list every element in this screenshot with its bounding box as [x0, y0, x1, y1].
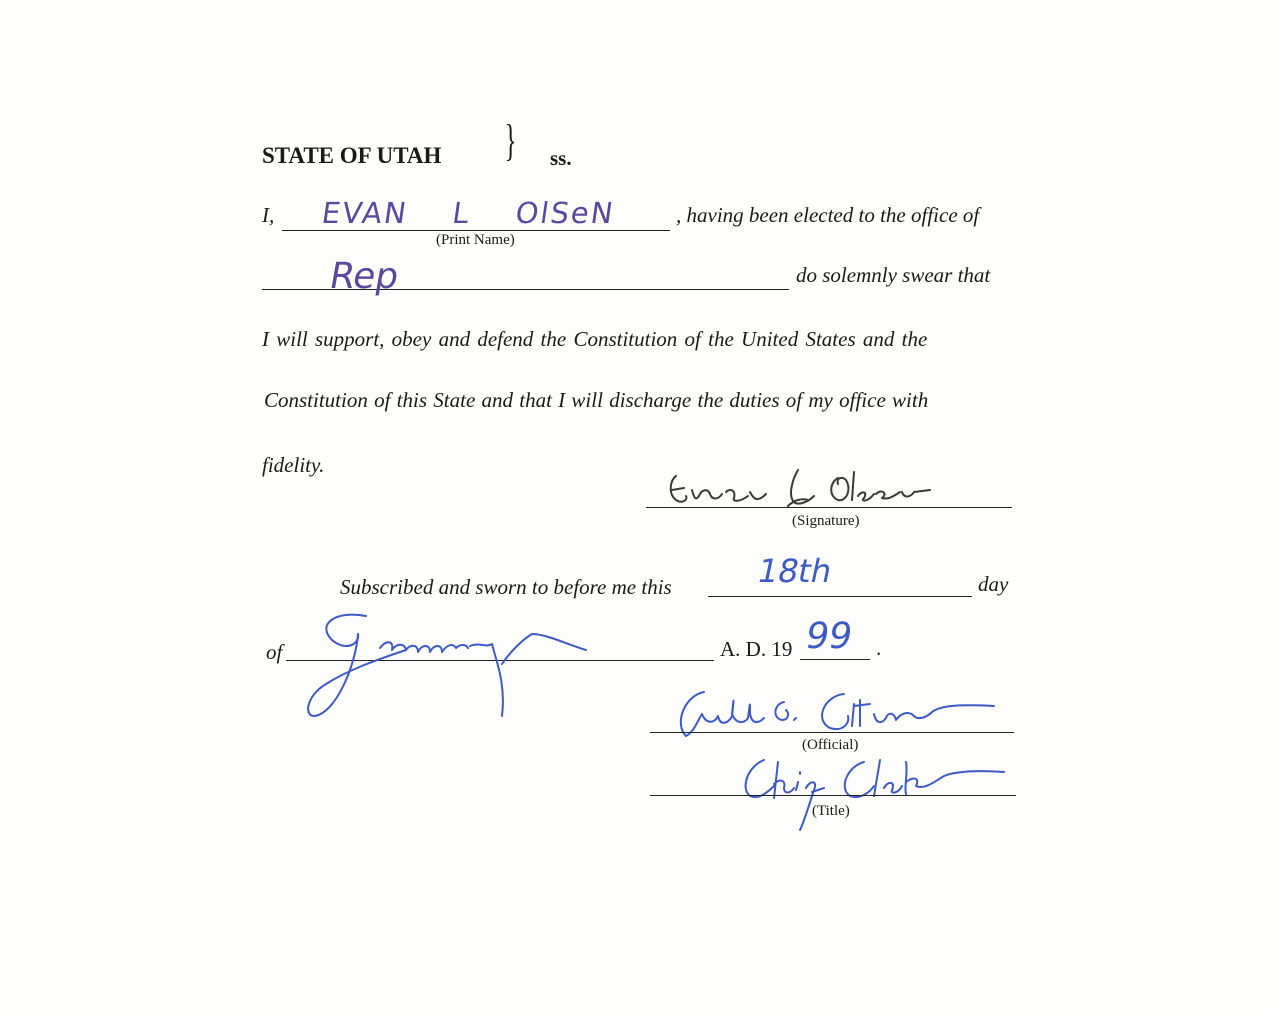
- print-name-label: (Print Name): [436, 232, 515, 248]
- signature-label: (Signature): [792, 513, 860, 529]
- official-label: (Official): [802, 737, 859, 753]
- oath-line-5: fidelity.: [262, 453, 325, 477]
- of-prefix: of: [266, 640, 283, 664]
- office-handwritten: Rep: [326, 256, 403, 297]
- day-handwritten: 18th: [753, 552, 836, 590]
- oath-i-prefix: I,: [262, 203, 275, 227]
- official-line: [650, 732, 1014, 733]
- subscribed-text: Subscribed and sworn to before me this: [340, 575, 672, 599]
- solemnly-swear-text: do solemnly swear that: [796, 263, 991, 287]
- signature-handwritten: [648, 466, 948, 516]
- signature-line: [646, 507, 1012, 508]
- print-name-handwritten: EVAN L OlSeN: [319, 196, 617, 230]
- day-line: [708, 596, 972, 597]
- month-handwritten: [296, 604, 596, 724]
- year-handwritten: 99: [802, 616, 856, 657]
- ss-label: ss.: [550, 146, 572, 170]
- having-been-elected-text: , having been elected to the office of: [676, 203, 980, 227]
- venue-brace: }: [504, 116, 517, 165]
- ad-prefix: A. D. 19: [720, 637, 793, 661]
- print-name-line: [282, 230, 670, 231]
- state-heading: STATE OF UTAH: [262, 143, 442, 168]
- day-suffix: day: [978, 572, 1009, 596]
- official-handwritten: [664, 684, 1004, 744]
- title-handwritten: [734, 752, 1014, 832]
- year-period: .: [876, 636, 882, 660]
- oath-line-3: I will support, obey and defend the Constitution of the United States and the: [262, 327, 928, 351]
- oath-line-4: Constitution of this State and that I will discharge the duties of my office with: [264, 388, 929, 412]
- year-line: [800, 659, 870, 660]
- title-label: (Title): [812, 803, 850, 819]
- title-line: [650, 795, 1016, 796]
